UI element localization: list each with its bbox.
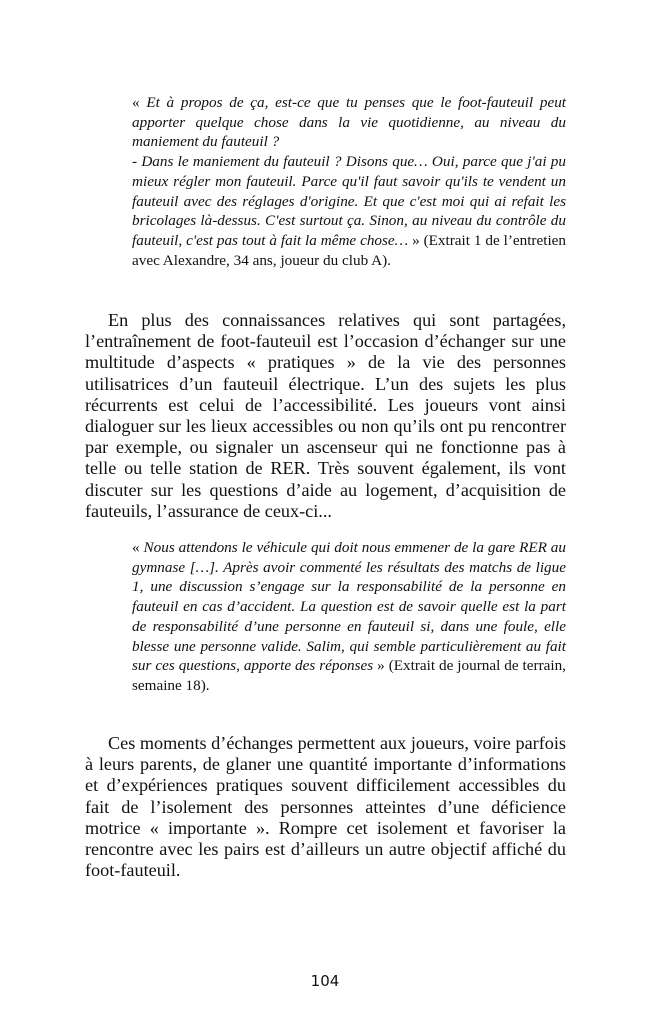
quote-answer-text: - Dans le maniement du fauteuil ? Disons que… Oui, parce que j'ai pu mieux régler mon fauteuil. Parce qu'il faut savoir qu'ils te vendent un fauteuil avec des réglages d'origine. Et que c'est moi qui ai refait les bricolages là-dessus. C'est surtout ça. Sinon, au niveau du contrôle du fauteuil, c'est pas tout à fait la même chose… [132, 153, 566, 249]
journal-open-mark: « [132, 539, 144, 556]
quote-source: » (Extrait 1 de l’entretien avec Alexandre, 34 ans, joueur du club A). [132, 231, 566, 269]
body-paragraph-1: En plus des connaissances relatives qui sont partagées, l’entraînement de foot-fauteuil est l’occasion d’échanger sur une multitude d’aspects « pratiques » de la vie des personnes utilisatrices d’un fauteuil électrique. L’un des sujets les plus récurrents est celui de l’accessibilité. Les joueurs vont ainsi dialoguer sur les lieux accessibles ou non qu’ils ont pu rencontrer par exemple, ou signaler un ascenseur qui ne fonctionne pas à telle ou telle station de RER. Très souvent également, ils vont discuter sur les questions d’aide au logement, d’acquisition de fauteuils, l’assurance de ceux-ci... [85, 310, 566, 521]
quote-question-text: Et à propos de ça, est-ce que tu penses que le foot-fauteuil peut apporter quelque chose dans la vie quotidienne, au niveau du maniement du fauteuil ? [132, 94, 567, 151]
journal-quote-body [132, 538, 566, 696]
body-paragraph-2: Ces moments d’échanges permettent aux joueurs, voire parfois à leurs parents, de glaner une quantité importante d’informations et d’expériences pratiques souvent difficilement accessibles du fait de l’isolement des personnes atteintes d’une déficience motrice « importante ». Rompre cet isolement et favoriser la rencontre avec les pairs est d’ailleurs un autre objectif affiché du foot-fauteuil. [85, 733, 566, 881]
journal-quote-text: Nous attendons le véhicule qui doit nous emmener de la gare RER au gymnase […]. Après avoir commenté les résultats des matchs de ligue 1, une discussion s’engage sur la responsabilité de la personne en fauteuil en cas d’accident. La question est de savoir quelle est la part de responsabilité d’une personne en fauteuil si, dans une foule, elle blesse une personne valide. Salim, qui semble particulièrement au fait sur ces questions, apporte des réponses [132, 539, 566, 675]
quote-open-mark: « [132, 94, 147, 111]
page-number: 104 [310, 972, 340, 990]
quote-question [132, 93, 566, 152]
journal-source: » (Extrait de journal de terrain, semaine 18). [132, 657, 566, 694]
quote-answer [132, 152, 566, 270]
interview-excerpt-quote [132, 93, 566, 270]
field-journal-quote [132, 538, 566, 696]
